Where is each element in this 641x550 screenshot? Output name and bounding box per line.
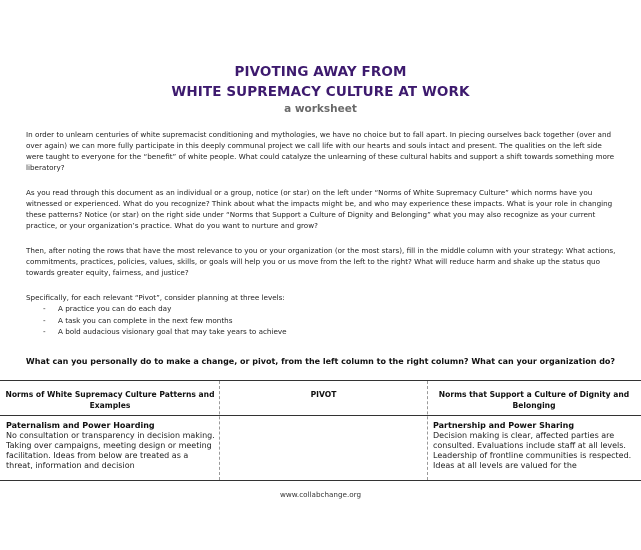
list-item: - A practice you can do each day xyxy=(40,303,287,315)
title-line-1: PIVOTING AWAY FROM xyxy=(234,64,407,80)
intro-paragraph-1: In order to unlearn centuries of white supremacist conditioning and mythologies, we have no choice but to fall apart. In piecing ourselves back together (over and over again) we can more fully participate in this deeply communal project we call life with our hearts and souls intact and present. The qualities on the left side were taught to everyone for the “benefit” of white people. What could catalyze the unlearning of these cultural habits and support a shift towards something more liberatory? xyxy=(26,130,615,172)
norm-title: Paternalism and Power Hoarding xyxy=(6,421,155,430)
dignity-description: Decision making is clear, affected parties are consulted. Evaluations include staff at all levels. Leadership of frontline communities is respected. Ideas at all levels are valued for the xyxy=(433,431,632,470)
intro-paragraph-2: As you read through this document as an individual or a group, notice (or star) on the left under “Norms of White Supremacy Culture” which norms have you witnessed or experienced. What do you recognize? Think about what the impacts might be, and who may experience these impacts. What is your role in changing these patterns? Notice (or star) on the right side under “Norms that Support a Culture of Dignity and Belonging” what you may also recognize as your current practice, or your organization’s practice. What do you want to nurture and grow? xyxy=(26,188,613,230)
footer-url: www.collabchange.org xyxy=(279,490,362,499)
pivot-table xyxy=(0,380,641,481)
column-divider xyxy=(219,381,220,480)
title-line-2: WHITE SUPREMACY CULTURE AT WORK xyxy=(171,84,470,100)
list-item: - A bold audacious visionary goal that may take years to achieve xyxy=(40,326,287,338)
guiding-question: What can you personally do to make a change, or pivot, from the left column to the right column? What can your organization do? xyxy=(25,357,616,366)
intro-paragraph-3: Then, after noting the rows that have the most relevance to you or your organization (or the most stars), fill in the middle column with your strategy: What actions, commitments, practices, policies, values, skills, or goals will help you or us move from the left to the right? What will reduce harm and shake up the status quo towards greater equity, fairness, and justice? xyxy=(26,246,616,277)
header-right-column: Norms that Support a Culture of Dignity and Belonging xyxy=(438,390,630,410)
subtitle: a worksheet xyxy=(284,103,357,115)
list-item: - A task you can complete in the next few months xyxy=(40,315,287,327)
header-left-column: Norms of White Supremacy Culture Patterns and Examples xyxy=(5,390,215,410)
table-cell-left xyxy=(6,421,216,477)
header-pivot-column: PIVOT xyxy=(310,390,337,399)
norm-description: No consultation or transparency in decision making. Taking over campaigns, meeting design or meeting facilitation. Ideas from below are treated as a threat, information and decision xyxy=(6,431,215,470)
column-divider xyxy=(427,381,428,480)
planning-levels-list xyxy=(40,303,287,338)
intro-paragraph-4: Specifically, for each relevant “Pivot”, consider planning at three levels: xyxy=(26,293,285,302)
pivot-input-cell[interactable] xyxy=(222,421,425,477)
dignity-title: Partnership and Power Sharing xyxy=(433,421,575,430)
table-cell-right xyxy=(433,421,636,477)
